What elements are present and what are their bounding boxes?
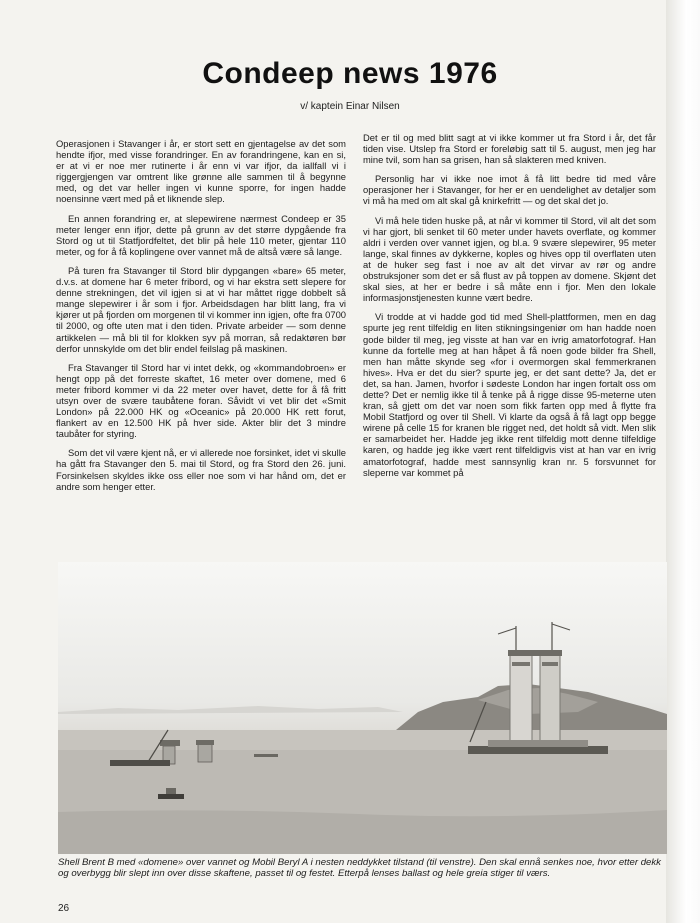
platform-top-frame: [508, 650, 562, 656]
low-platform-cap: [196, 740, 214, 745]
low-platform-cap: [160, 740, 180, 746]
page-edge: [666, 0, 700, 923]
paragraph: Det er til og med blitt sagt at vi ikke kommer ut fra Stord i år, det får tiden vise. Utslep fra Stord er foreløbig satt til 5. august, men jeg har mine tvil, som han sa grisen, han så slakteren med kniven.: [363, 132, 656, 166]
low-platform-column: [198, 744, 212, 762]
crane-jib: [498, 628, 516, 634]
right-column: [363, 132, 656, 486]
photo-illustration: [58, 562, 667, 854]
crane-jib: [552, 624, 570, 630]
shaft-band: [512, 662, 530, 666]
shaft-band: [542, 662, 558, 666]
left-column: [56, 138, 346, 500]
foreground-water: [58, 810, 667, 854]
crane-barge: [110, 760, 170, 766]
article-title: Condeep news 1976: [202, 57, 498, 90]
distant-shore: [58, 706, 403, 714]
paragraph: På turen fra Stavanger til Stord blir dypgangen «bare» 65 meter, d.v.s. at domene har 6 meter fribord, og vi har ekstra sett slepere for denne strekningen, det vil igjen si at vi har måttet rigge dobbelt så mange slepewirer i år som i fjor. Arbeidsdagen har blitt lang, fra vi kjører ut på fjorden om morgenen til vi kommer inn igjen, ofte fra 0700 til 2000, og ofte uten mat i den tiden. Private arbeider — som denne artikkelen — må bli til for klokken syv på morran, så redaktøren bør derfor unnskylde om det blir endel feilslag på maskinen.: [56, 264, 346, 354]
paragraph: Vi trodde at vi hadde god tid med Shell-plattformen, men en dag spurte jeg rent tilfeldig en liten stikningsingeniør om han hadde noen gode bilder til meg, jeg visste at han var en ivrig amatorfotograf. Han kunne da fortelle meg at han håpet å få noen gode bilder fra Shell, men han måtte skynde seg «for i overmorgen skal femmerkranen hives». Hva er det du sier? spurte jeg, er det sant dette? Ja, det er det, sa han. Jamen, hvorfor i sødeste London har ingen fortalt oss om dette? Det er nemlig ikke til å tenke på å rigge disse 95-meterne uten kran, så gjett om det var noen som fikk farten opp med å flytte fra Mobil Statfjord og over til Shell. Vi klarte da også å få lagt opp begge wirene på celle 15 for kranen ble rigget ned, det holdt så vidt. Men slik er samarbeidet her. Hadde jeg ikke rent tilfeldig mott denne tilfeldige karen, og hadde jeg ikke vært rent tilfeldigvis vist at han var en ivrig amatorfotograf, hadde mest sannsynlig kran nr. 5 forsvunnet for sleperne var kommet på: [363, 311, 656, 478]
tug-boat-cabin: [166, 788, 176, 794]
platform-shaft-left: [510, 654, 532, 750]
article-byline: v/ kaptein Einar Nilsen: [300, 101, 400, 112]
platform-shaft-right: [540, 654, 560, 750]
small-vessel: [254, 754, 278, 757]
photo-condeep-platforms: [58, 562, 667, 854]
paragraph: Som det vil være kjent nå, er vi allerede noe forsinket, idet vi skulle ha gått fra Stavanger den 5. mai til Stord, og fra Stord den 26. juni. Forsinkelsen skyldes ikke oss eller noe som vi har hånd om, det er andre som henger etter.: [56, 447, 346, 492]
barge-deck: [488, 740, 588, 747]
paragraph: Personlig har vi ikke noe imot å få litt bedre tid med våre operasjoner her i Stavanger, for her er en uendelighet av detaljer som vi må ha med om alt skal gå knirkefritt — og det skal det jo.: [363, 173, 656, 207]
page-number: 26: [58, 903, 70, 914]
paragraph: Fra Stavanger til Stord har vi intet dekk, og «kommandobroen» er hengt opp på det forreste skaftet, 16 meter over domene, med 6 meter fribord kommer vi da 22 meter over havet, dette for å få fritt utsyn over de svære taubåtene foran. Såvidt vi vet blir det «Smit London» på 22.000 HK og «Oceanic» på 20.000 HK rett forut, flankert av en 12.500 HK på hver side. Akter blir det 3 mindre taubåter for styring.: [56, 361, 346, 440]
paragraph: Operasjonen i Stavanger i år, er stort sett en gjentagelse av det som hendte ifjor, med visse forandringer. En av forandringene, kan en si, er at vi er noe mer rutinerte i år enn vi var ifjor, da iallfall vi i riggergjengen var omtrent like grønne alle sammen til å begynne med, og det var heller ingen vi kunne sporre, for ingen hadde noensinne vært med på et liknende slep.: [56, 138, 346, 205]
barge: [468, 746, 608, 754]
paragraph: Vi må hele tiden huske på, at når vi kommer til Stord, vil alt det som vi har gjort, bli senket til 60 meter under havets overflate, og kommer aldri i verden over vannet igjen, og bl.a. 9 svære slepewirer, 95 meter lange, skal finnes av dykkerne, koples og hives opp til overflaten uten at de huker seg fast i noe av alt det virvar av rør og andre obstruksjoner som det er så flust av på toppen av domene. Skjønt det skal sies, at her er bedre i så måte enn i fjor. Men den lokale informasjonstjenesten kunne vært bedre.: [363, 214, 656, 304]
paragraph: En annen forandring er, at slepewirene nærmest Condeep er 35 meter lenger enn ifjor, dette på grunn av det større dypgående fra Stord og ut til Statfjordfeltet, det blir på hele 110 meter, gjentar 110 meter, og for å få koplingene over vannet må de altså være så lange.: [56, 212, 346, 257]
photo-caption: Shell Brent B med «domene» over vannet og Mobil Beryl A i nesten neddykket tilstand (til venstre). Den skal ennå senkes noe, hvor etter dekk og overbygg blir slept inn over disse skaftene, passet til og festet. Etterpå lenses ballast og hele greia stiger til værs.: [58, 857, 661, 880]
tug-boat-hull: [158, 794, 184, 799]
